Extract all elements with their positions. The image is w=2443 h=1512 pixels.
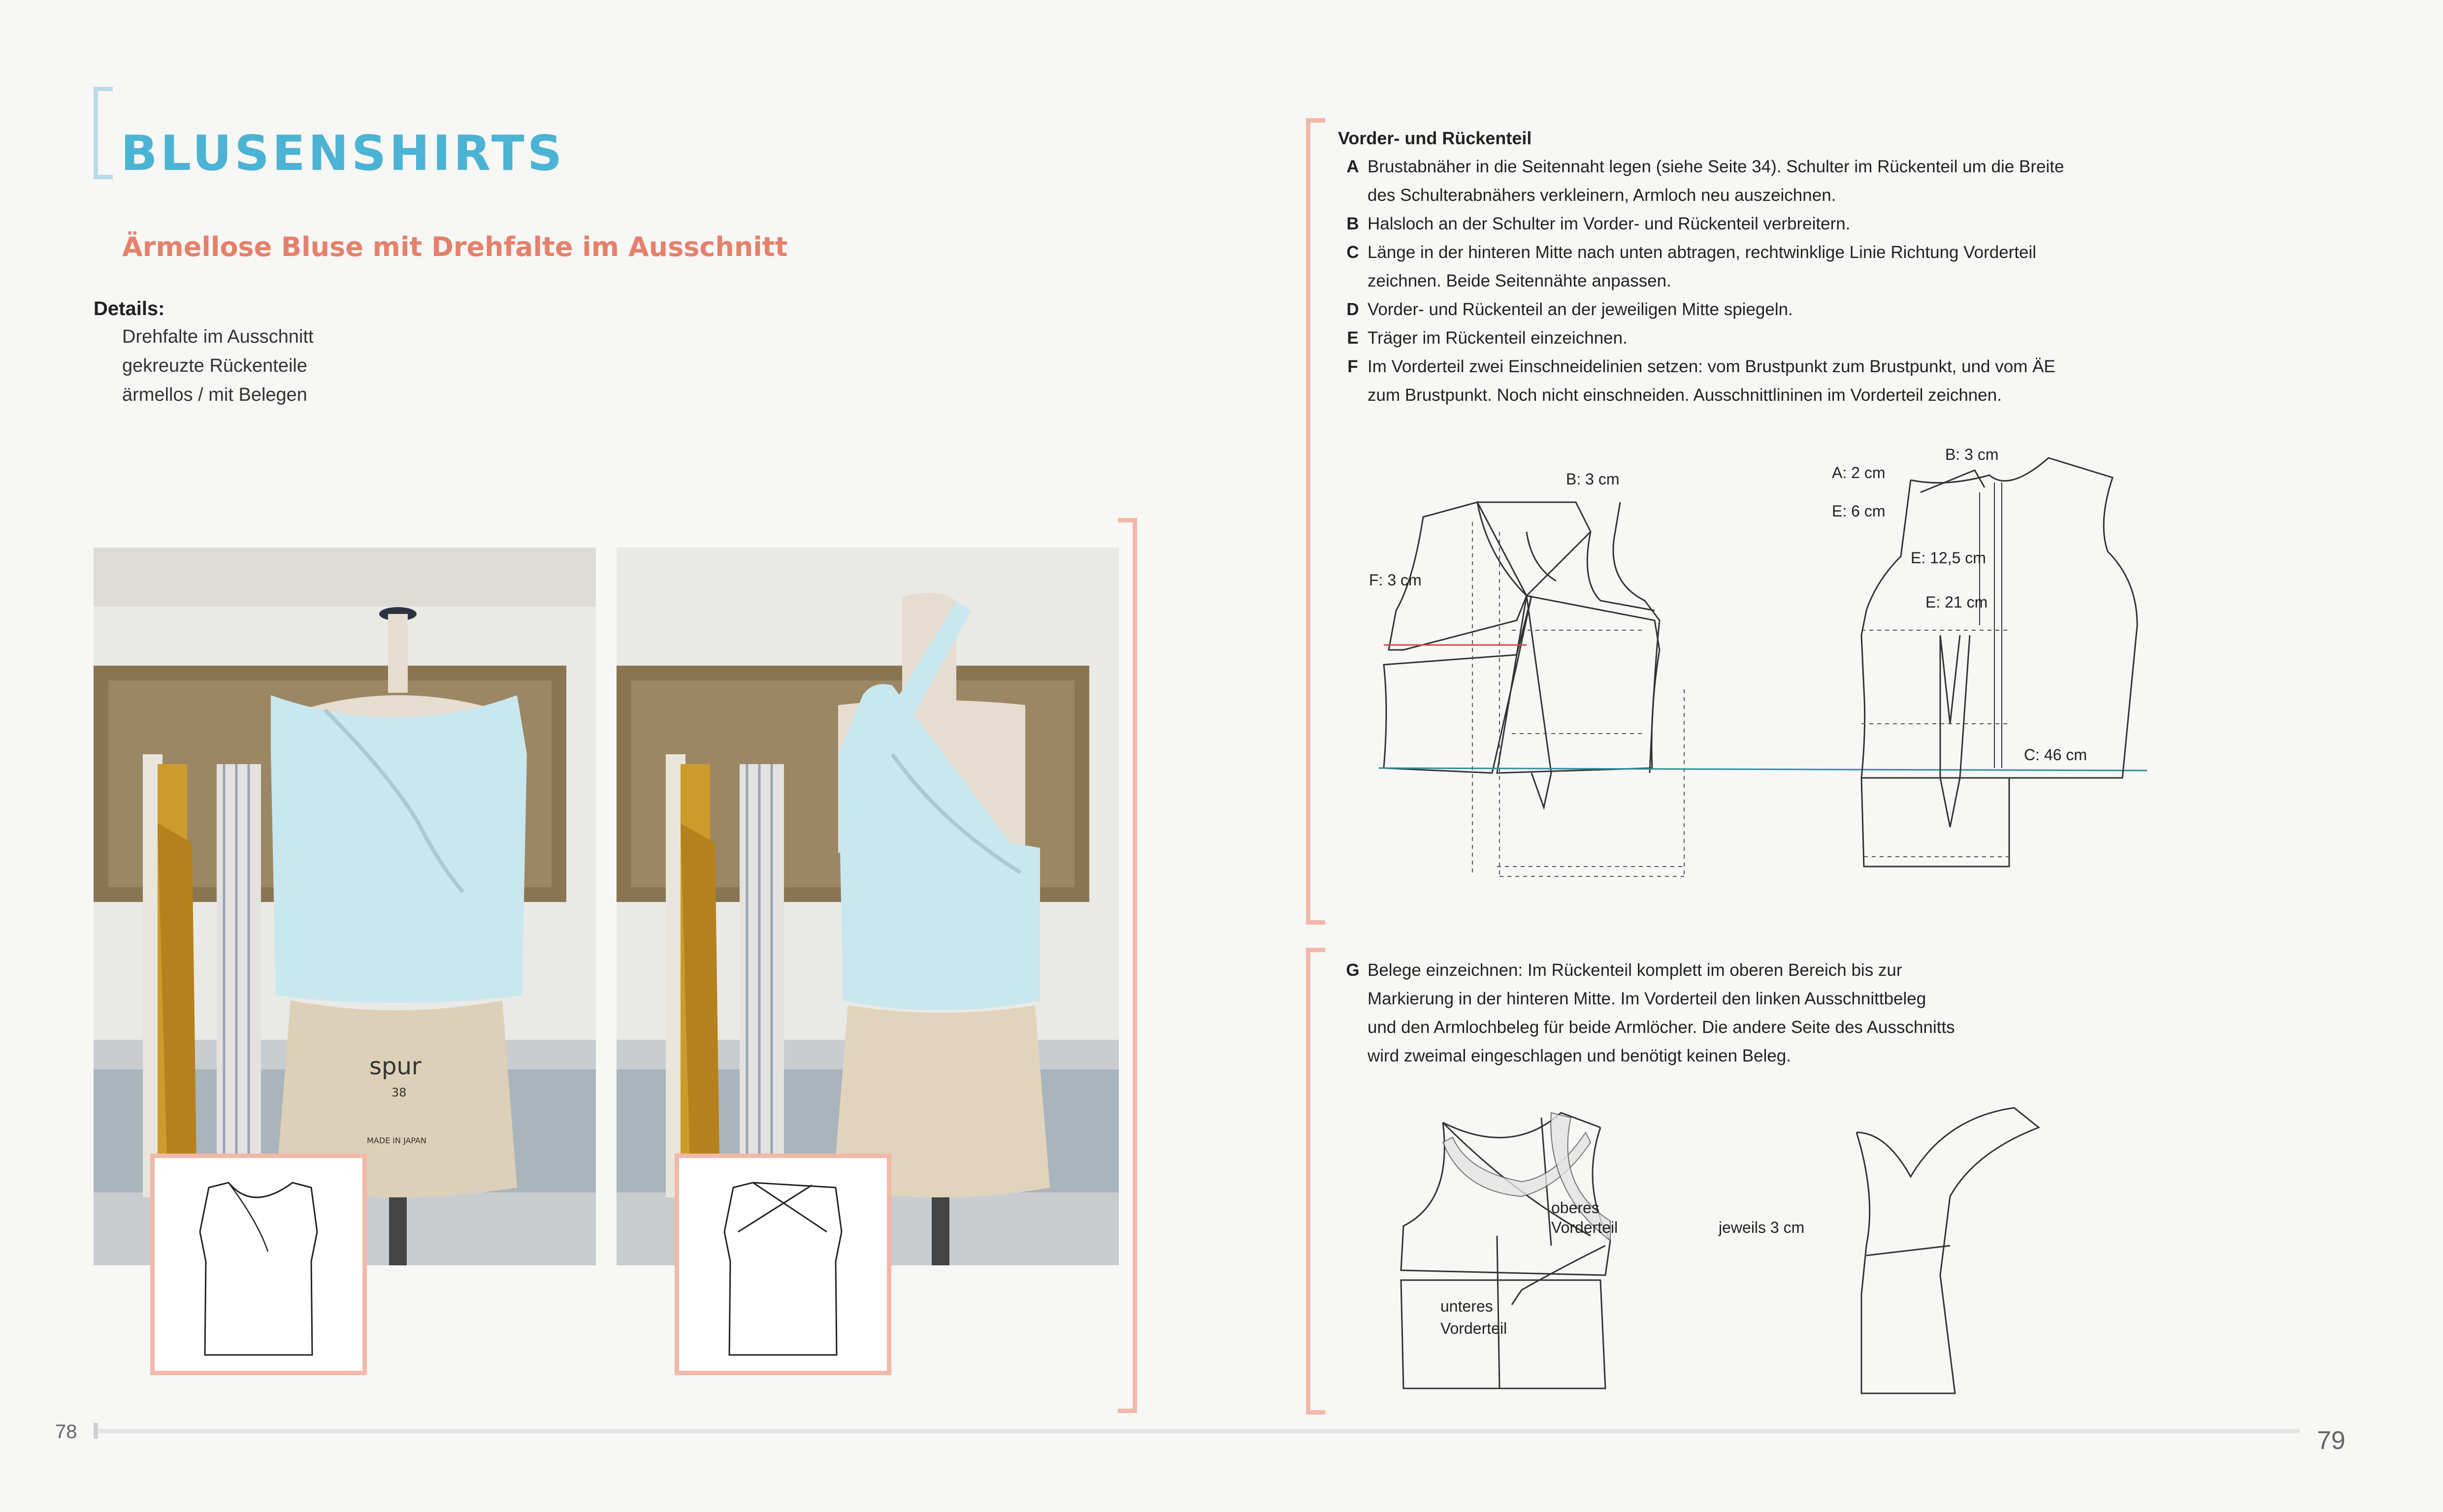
belege-bracket bbox=[1306, 948, 1325, 1415]
step-text: Im Vorderteil zwei Einschneidelinien setzen: vom Brustpunkt zum Brustpunkt, und vom ÄE zum Brustpunkt. Noch nicht einschneiden. Ausschnittlininen im Vorderteil zeichnen. bbox=[1368, 357, 2055, 405]
step-letter: E bbox=[1347, 328, 1359, 348]
label-unteres: unteres bbox=[1440, 1297, 1493, 1315]
page-number-left: 78 bbox=[55, 1421, 77, 1443]
details-heading: Details: bbox=[94, 298, 165, 320]
details-item: ärmellos / mit Belegen bbox=[122, 385, 307, 405]
mannequin-small-label: MADE IN JAPAN bbox=[367, 1136, 426, 1145]
step-letter: C bbox=[1346, 243, 1359, 262]
label-oberes: oberes bbox=[1551, 1199, 1599, 1217]
flat-sketch-front bbox=[150, 1154, 367, 1375]
step-f bbox=[1338, 353, 2082, 410]
details-item: Drehfalte im Ausschnitt bbox=[122, 326, 314, 347]
step-text: Länge in der hinteren Mitte nach unten abtragen, rechtwinklige Linie Richtung Vorderteil zeichnen. Beide Seitennähte anpassen. bbox=[1368, 243, 2037, 290]
label-c: C: 46 cm bbox=[2024, 746, 2087, 764]
label-e2: E: 12,5 cm bbox=[1911, 549, 1986, 567]
step-letter: F bbox=[1347, 357, 1358, 376]
label-jeweils: jeweils 3 cm bbox=[1719, 1219, 1805, 1236]
mannequin-size: 38 bbox=[391, 1086, 407, 1099]
step-b bbox=[1338, 210, 2082, 238]
mannequin-label: spur bbox=[369, 1053, 422, 1080]
step-c bbox=[1338, 238, 2082, 295]
pattern-diagram-front-back bbox=[1369, 433, 2186, 901]
step-text: Halsloch an der Schulter im Vorder- und Rückenteil verbreitern. bbox=[1368, 214, 1851, 233]
label-a: A: 2 cm bbox=[1832, 464, 1886, 482]
subtitle: Ärmellose Bluse mit Drehfalte im Ausschnitt bbox=[122, 231, 788, 262]
step-text: Vorder- und Rückenteil an der jeweiligen Mitte spiegeln. bbox=[1368, 300, 1793, 319]
step-e bbox=[1338, 324, 2082, 353]
left-page-bracket bbox=[1118, 518, 1137, 1413]
step-letter: B bbox=[1346, 214, 1359, 233]
instructions-bracket bbox=[1306, 118, 1325, 925]
label-oberes-vorderteil: Vorderteil bbox=[1551, 1219, 1618, 1236]
footer-rule bbox=[94, 1429, 2300, 1433]
label-unteres-vorderteil: Vorderteil bbox=[1440, 1319, 1507, 1337]
step-letter: G bbox=[1346, 961, 1360, 980]
step-text: Träger im Rückenteil einzeichnen. bbox=[1368, 328, 1628, 348]
step-letter: A bbox=[1346, 157, 1359, 176]
title-bracket bbox=[94, 87, 113, 179]
flat-sketch-back bbox=[675, 1154, 891, 1375]
label-e1: E: 6 cm bbox=[1832, 502, 1886, 520]
step-d bbox=[1338, 295, 2082, 324]
step-g bbox=[1338, 956, 1958, 1070]
pattern-diagram-facings bbox=[1394, 1098, 2142, 1403]
page-title: BLUSENSHIRTS bbox=[121, 126, 565, 182]
details-item: gekreuzte Rückenteile bbox=[122, 355, 307, 376]
footer-tick bbox=[94, 1423, 98, 1439]
label-e3: E: 21 cm bbox=[1925, 593, 1988, 611]
step-text: Belege einzeichnen: Im Rückenteil komplett im oberen Bereich bis zur Markierung in der hinteren Mitte. Im Vorderteil den linken Ausschnittbeleg und den Armlochbeleg für beide Armlöcher. Die andere Seite des Ausschnitts wird zweimal eingeschlagen und benötigt keinen Beleg. bbox=[1368, 961, 1955, 1065]
page-number-right: 79 bbox=[2317, 1426, 2345, 1455]
step-text: Brustabnäher in die Seitennaht legen (siehe Seite 34). Schulter im Rückenteil um die Breite des Schulterabnähers verkleinern, Armloch neu auszeichnen. bbox=[1368, 157, 2064, 205]
step-letter: D bbox=[1346, 300, 1359, 319]
section-title: Vorder- und Rückenteil bbox=[1338, 128, 1532, 148]
label-b-back: B: 3 cm bbox=[1945, 446, 1999, 463]
label-f: F: 3 cm bbox=[1369, 571, 1422, 589]
step-a bbox=[1338, 153, 2082, 210]
label-b-front: B: 3 cm bbox=[1566, 470, 1620, 488]
